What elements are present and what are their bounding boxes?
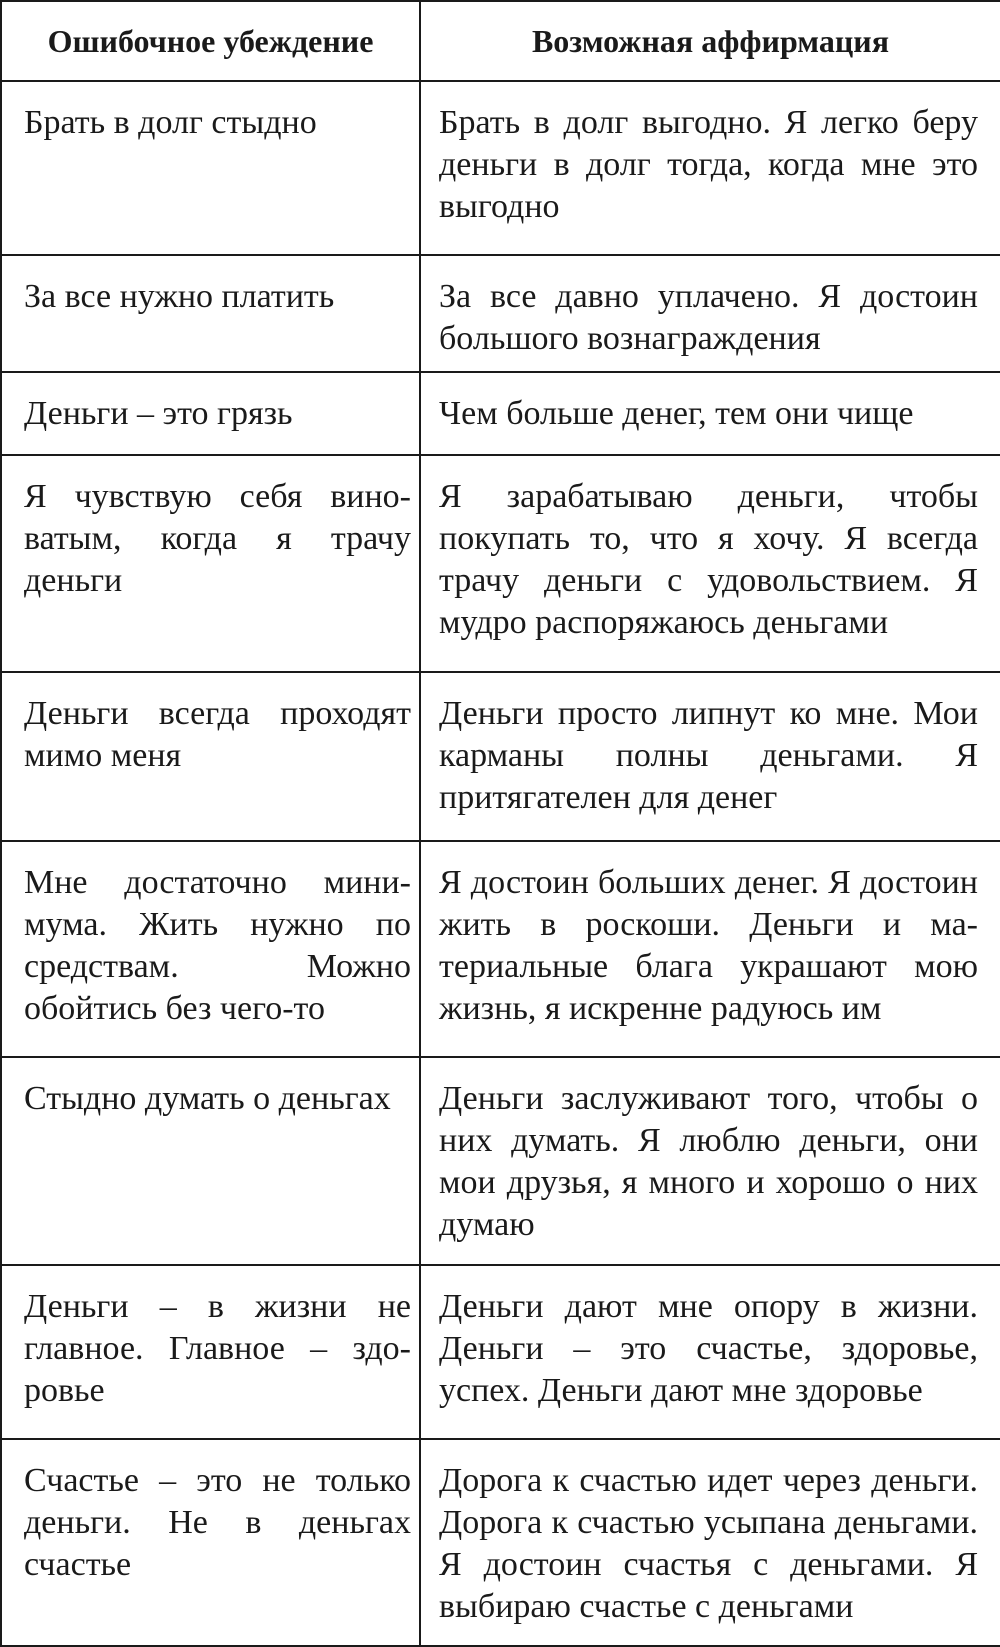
belief-cell: Деньги – это грязь [1, 372, 420, 454]
table-row [1, 372, 1000, 454]
belief-cell: Мне достаточно минимума. Жить нужно по средствам. Можно обойтись без чего-то [1, 841, 420, 1057]
affirmation-cell: Брать в долг выгодно. Я легко беру деньги в долг тогда, когда мне это выгодно [420, 81, 1000, 255]
affirmation-cell: Чем больше денег, тем они чище [420, 372, 1000, 454]
affirmation-cell: Деньги заслуживают того, чтобы о них думать. Я люблю деньги, они мои друзья, я много и хорошо о них думаю [420, 1057, 1000, 1265]
table-row [1, 455, 1000, 672]
affirmation-cell: Дорога к счастью идет через деньги. Дорога к счастью усыпана деньгами. Я достоин счастья с деньгами. Я выбираю счастье с деньгами [420, 1439, 1000, 1646]
belief-cell: За все нужно платить [1, 255, 420, 373]
belief-cell: Я чувствую себя виноватым, когда я трачу деньги [1, 455, 420, 672]
table-row [1, 1057, 1000, 1265]
belief-cell: Брать в долг стыдно [1, 81, 420, 255]
table-row [1, 81, 1000, 255]
table-row [1, 255, 1000, 373]
affirmation-cell: Деньги просто липнут ко мне. Мои карманы полны деньгами. Я притягателен для денег [420, 672, 1000, 841]
affirmation-cell: Я зарабатываю деньги, чтобы покупать то, что я хочу. Я всегда трачу деньги с удовольствием. Я мудро распоряжаюсь деньгами [420, 455, 1000, 672]
belief-cell: Деньги всегда проходят мимо меня [1, 672, 420, 841]
header-affirmation: Возможная аффирмация [420, 1, 1000, 81]
table-row [1, 1265, 1000, 1439]
header-belief: Ошибочное убеждение [1, 1, 420, 81]
table-row [1, 672, 1000, 841]
affirmation-cell: Я достоин больших денег. Я достоин жить в роскоши. Деньги и материальные блага украшают мою жизнь, я искренне радуюсь им [420, 841, 1000, 1057]
belief-cell: Деньги – в жизни не главное. Главное – здоровье [1, 1265, 420, 1439]
affirmation-cell: Деньги дают мне опору в жизни. Деньги – это счастье, здоровье, успех. Деньги дают мне здоровье [420, 1265, 1000, 1439]
belief-cell: Стыдно думать о деньгах [1, 1057, 420, 1265]
affirmation-cell: За все давно уплачено. Я достоин большого вознаграждения [420, 255, 1000, 373]
table-row [1, 1439, 1000, 1646]
table-row [1, 841, 1000, 1057]
belief-cell: Счастье – это не только деньги. Не в деньгах счастье [1, 1439, 420, 1646]
table-header-row [1, 1, 1000, 81]
